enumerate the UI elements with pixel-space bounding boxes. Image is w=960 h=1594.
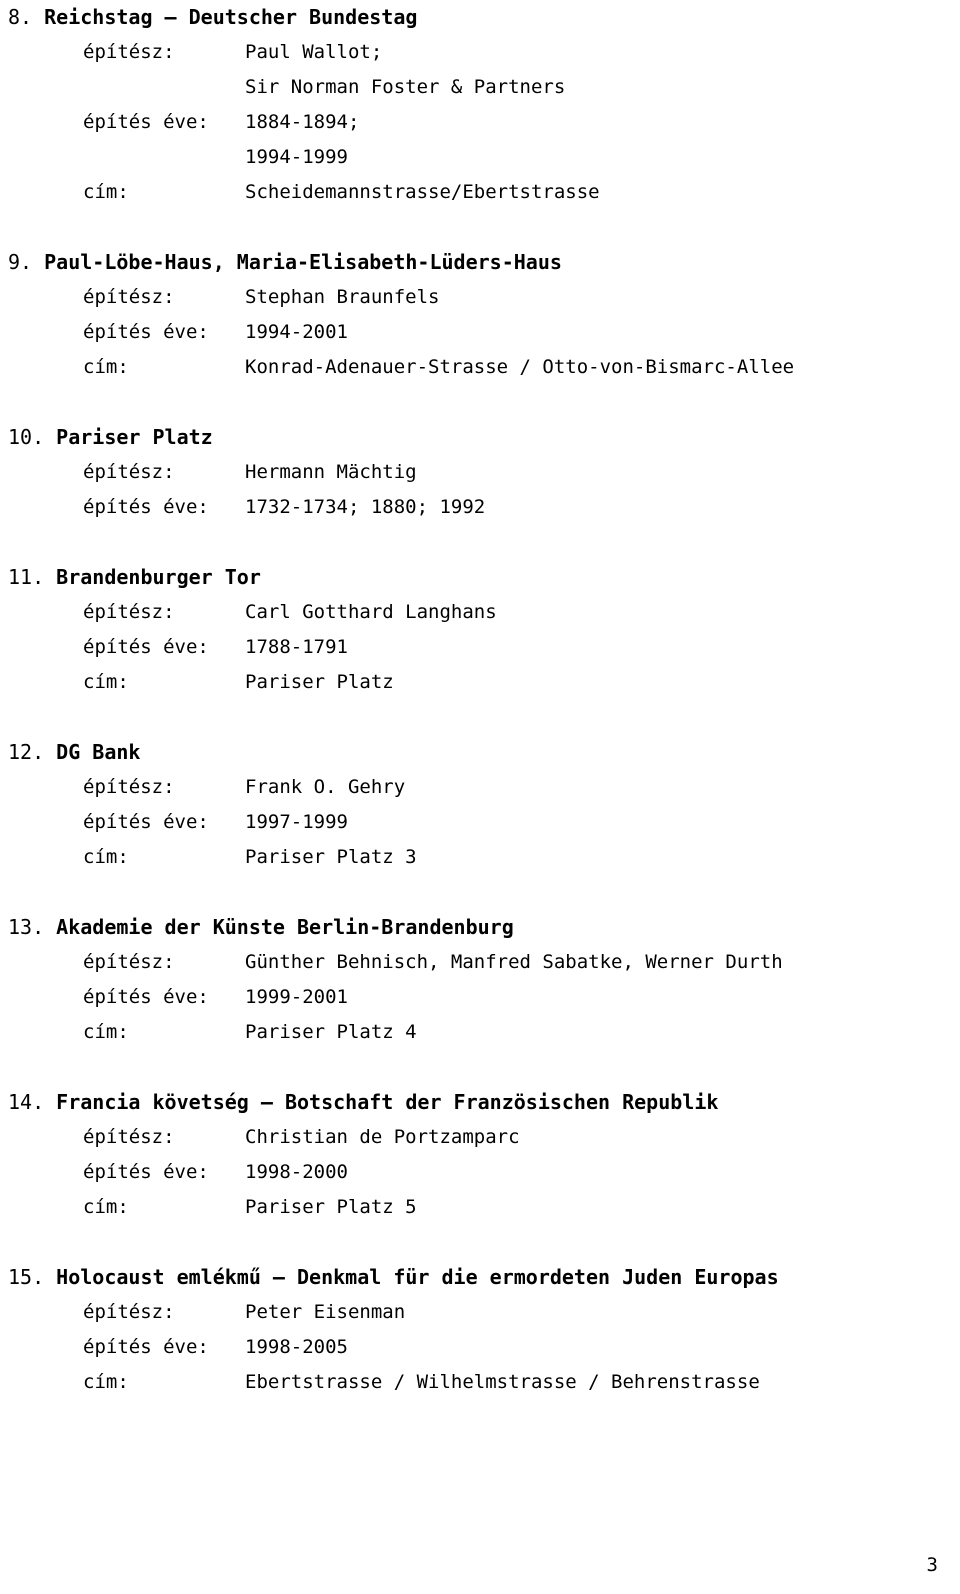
field-label: építész: — [83, 286, 175, 308]
field-values — [245, 665, 960, 700]
field-label: építész: — [83, 776, 175, 798]
entry — [0, 1260, 960, 1400]
field-values — [245, 105, 960, 175]
field-values — [245, 350, 960, 385]
field-values — [245, 1015, 960, 1050]
field-row — [0, 280, 960, 315]
field-row — [0, 105, 960, 175]
entry-number: 9. — [8, 250, 33, 274]
field-row — [0, 350, 960, 385]
field-label: építés éve: — [83, 636, 209, 658]
entry-number: 14. — [8, 1090, 45, 1114]
field-values — [245, 1295, 960, 1330]
field-values — [245, 1365, 960, 1400]
field-label: építész: — [83, 1301, 175, 1323]
field-row — [0, 455, 960, 490]
field-value: 1998-2000 — [245, 1161, 348, 1183]
field-row — [0, 595, 960, 630]
field-row — [0, 770, 960, 805]
field-value: Christian de Portzamparc — [245, 1126, 520, 1148]
field-label: cím: — [83, 181, 129, 203]
field-values — [245, 455, 960, 490]
field-label: cím: — [83, 671, 129, 693]
field-values — [245, 630, 960, 665]
field-value: Carl Gotthard Langhans — [245, 601, 497, 623]
field-value: Günther Behnisch, Manfred Sabatke, Werner Durth — [245, 951, 783, 973]
field-label: építész: — [83, 461, 175, 483]
field-value: Pariser Platz 4 — [245, 1021, 417, 1043]
field-value: Ebertstrasse / Wilhelmstrasse / Behrenstrasse — [245, 1371, 760, 1393]
field-values — [245, 945, 960, 980]
entry — [0, 245, 960, 385]
field-label: építész: — [83, 601, 175, 623]
field-value: Sir Norman Foster & Partners — [245, 76, 566, 98]
entry-title: Francia követség – Botschaft der Französischen Republik — [56, 1090, 719, 1114]
field-label: építész: — [83, 951, 175, 973]
field-label: építés éve: — [83, 1336, 209, 1358]
field-row — [0, 1120, 960, 1155]
entry — [0, 1085, 960, 1225]
entry-title: Pariser Platz — [56, 425, 213, 449]
field-row — [0, 1155, 960, 1190]
field-values — [245, 490, 960, 525]
entry-number: 15. — [8, 1265, 45, 1289]
field-label: cím: — [83, 356, 129, 378]
field-value: 1994-2001 — [245, 321, 348, 343]
field-values — [245, 770, 960, 805]
field-row — [0, 35, 960, 105]
field-label: építés éve: — [83, 811, 209, 833]
field-row — [0, 1330, 960, 1365]
entry-number: 12. — [8, 740, 45, 764]
field-value: Stephan Braunfels — [245, 286, 440, 308]
field-value: 1997-1999 — [245, 811, 348, 833]
field-row — [0, 665, 960, 700]
field-row — [0, 1295, 960, 1330]
field-values — [245, 35, 960, 105]
field-row — [0, 805, 960, 840]
entry-heading — [0, 735, 960, 770]
field-values — [245, 175, 960, 210]
field-label: cím: — [83, 1196, 129, 1218]
field-value: Peter Eisenman — [245, 1301, 406, 1323]
entry-heading — [0, 0, 960, 35]
field-values — [245, 805, 960, 840]
field-values — [245, 1330, 960, 1365]
field-row — [0, 1015, 960, 1050]
field-value: 1788-1791 — [245, 636, 348, 658]
field-row — [0, 175, 960, 210]
field-values — [245, 1155, 960, 1190]
field-value: 1994-1999 — [245, 146, 348, 168]
page-number: 3 — [926, 1554, 938, 1576]
field-value: Paul Wallot; — [245, 41, 383, 63]
field-value: Frank O. Gehry — [245, 776, 406, 798]
field-value: Pariser Platz 3 — [245, 846, 417, 868]
entry-heading — [0, 245, 960, 280]
field-values — [245, 280, 960, 315]
field-values — [245, 315, 960, 350]
field-row — [0, 980, 960, 1015]
field-value: Pariser Platz 5 — [245, 1196, 417, 1218]
entry — [0, 420, 960, 525]
entry — [0, 0, 960, 210]
entry-heading — [0, 560, 960, 595]
field-label: építész: — [83, 1126, 175, 1148]
entry-heading — [0, 910, 960, 945]
entry-title: Akademie der Künste Berlin-Brandenburg — [56, 915, 514, 939]
field-label: építés éve: — [83, 111, 209, 133]
field-values — [245, 840, 960, 875]
field-value: Scheidemannstrasse/Ebertstrasse — [245, 181, 600, 203]
field-label: építész: — [83, 41, 175, 63]
field-values — [245, 1120, 960, 1155]
field-value: 1999-2001 — [245, 986, 348, 1008]
field-row — [0, 490, 960, 525]
entry-title: Paul-Löbe-Haus, Maria-Elisabeth-Lüders-Haus — [44, 250, 562, 274]
field-row — [0, 630, 960, 665]
field-value: 1998-2005 — [245, 1336, 348, 1358]
field-label: építés éve: — [83, 1161, 209, 1183]
entry-title: Reichstag – Deutscher Bundestag — [44, 5, 418, 29]
entry — [0, 560, 960, 700]
field-values — [245, 595, 960, 630]
entry-number: 11. — [8, 565, 45, 589]
entry-heading — [0, 420, 960, 455]
field-row — [0, 1190, 960, 1225]
field-row — [0, 315, 960, 350]
entry — [0, 910, 960, 1050]
field-value: 1732-1734; 1880; 1992 — [245, 496, 486, 518]
entry — [0, 735, 960, 875]
entry-number: 13. — [8, 915, 45, 939]
entry-heading — [0, 1085, 960, 1120]
field-label: cím: — [83, 1371, 129, 1393]
field-values — [245, 980, 960, 1015]
field-value: Pariser Platz — [245, 671, 394, 693]
field-row — [0, 840, 960, 875]
field-row — [0, 945, 960, 980]
field-label: építés éve: — [83, 496, 209, 518]
field-label: építés éve: — [83, 986, 209, 1008]
entry-title: Holocaust emlékmű – Denkmal für die ermordeten Juden Europas — [56, 1265, 779, 1289]
field-row — [0, 1365, 960, 1400]
entry-heading — [0, 1260, 960, 1295]
field-label: cím: — [83, 1021, 129, 1043]
field-values — [245, 1190, 960, 1225]
entry-title: DG Bank — [56, 740, 141, 764]
field-label: építés éve: — [83, 321, 209, 343]
entry-number: 10. — [8, 425, 45, 449]
field-value: Hermann Mächtig — [245, 461, 417, 483]
field-value: 1884-1894; — [245, 111, 360, 133]
field-label: cím: — [83, 846, 129, 868]
entry-number: 8. — [8, 5, 33, 29]
entry-title: Brandenburger Tor — [56, 565, 261, 589]
field-value: Konrad-Adenauer-Strasse / Otto-von-Bismarc-Allee — [245, 356, 795, 378]
